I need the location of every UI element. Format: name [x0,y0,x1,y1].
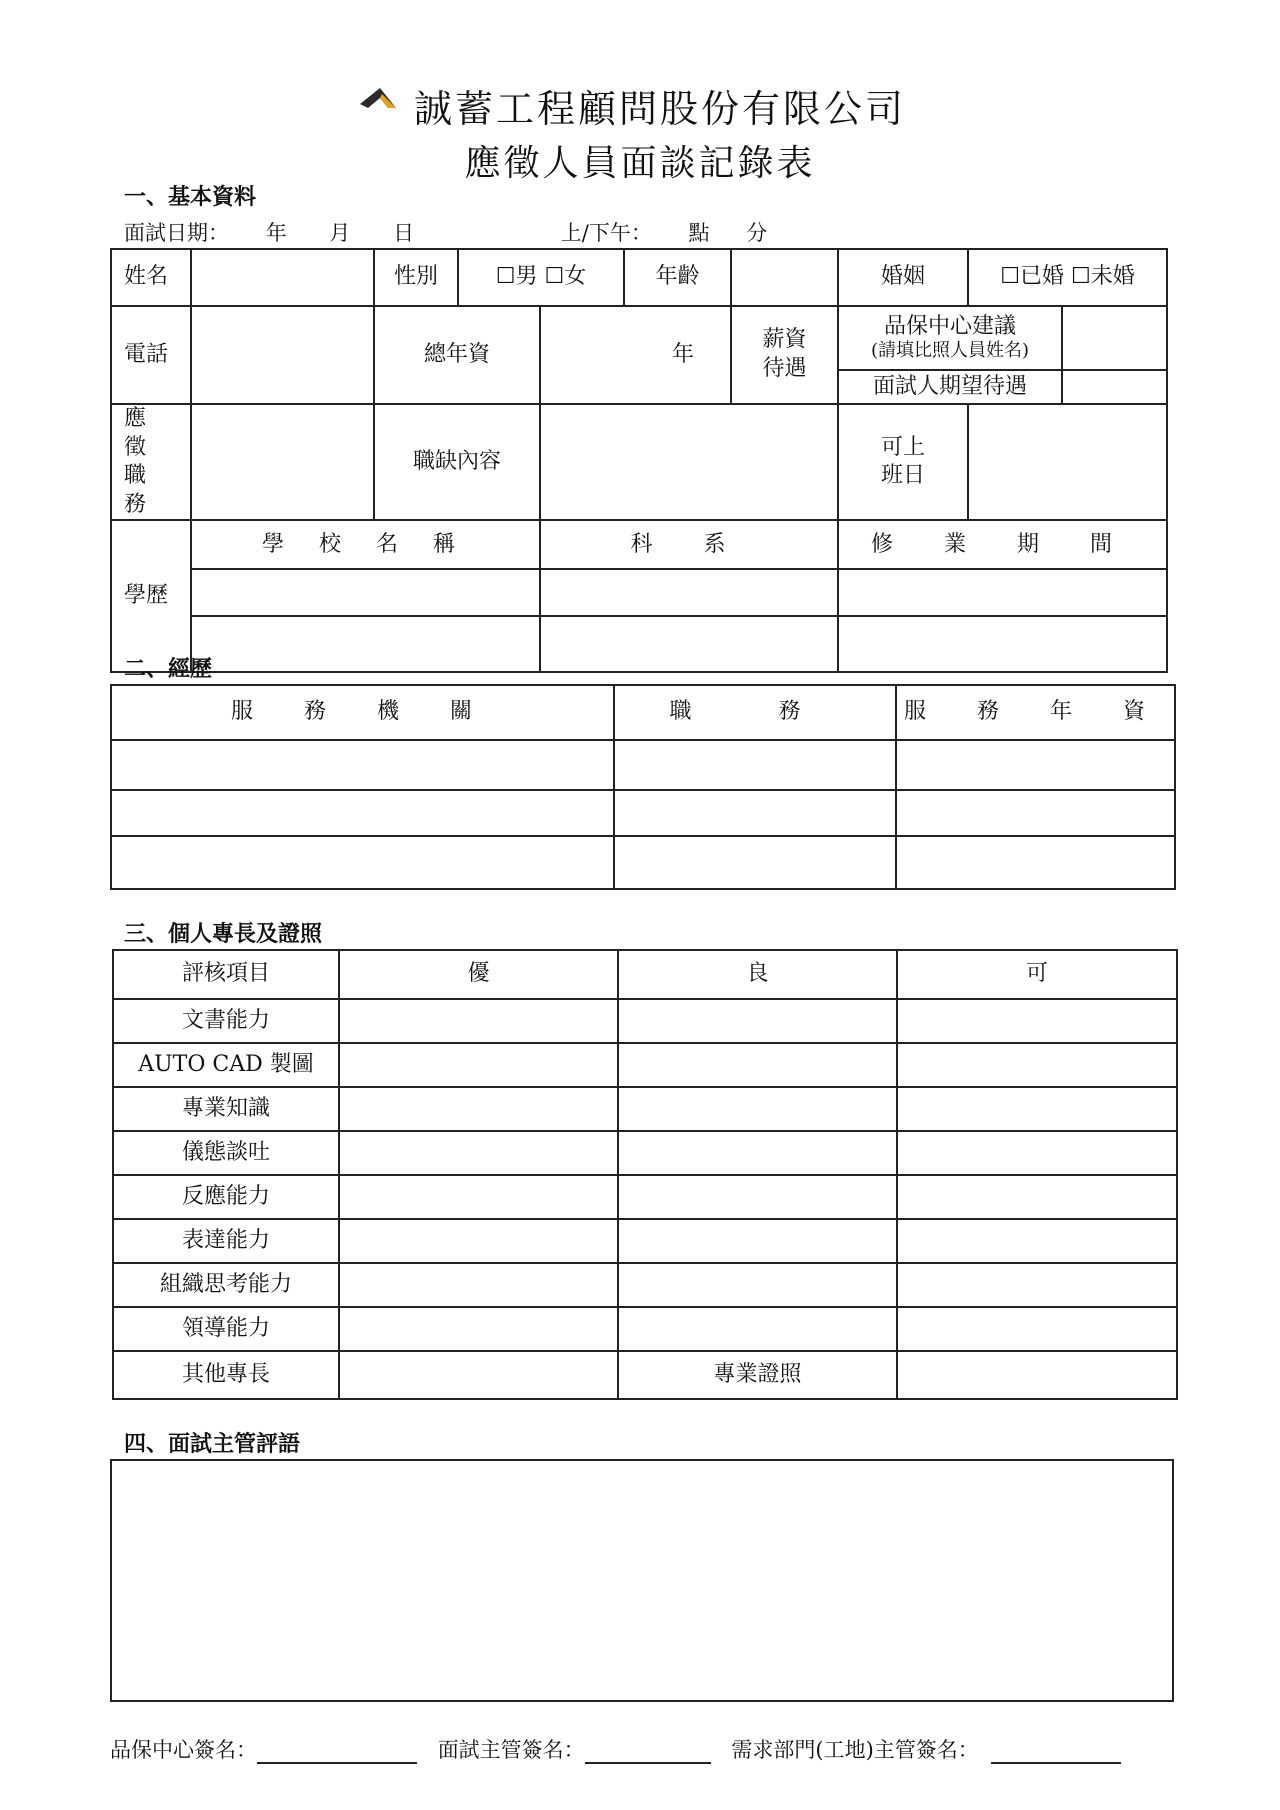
org-header: 服 務 機 關 [111,685,614,740]
name-field[interactable] [191,249,374,306]
good-cell[interactable] [618,1307,897,1351]
year-label: 年 [265,221,287,245]
item-header: 評核項目 [113,950,339,999]
section3-title: 三、個人專長及證照 [124,921,323,947]
total-years-label: 總年資 [374,306,540,404]
excellent-cell[interactable] [339,1087,618,1131]
years-header: 服 務 年 資 [896,685,1175,740]
vacancy-label: 職缺內容 [374,404,540,520]
other-skills-field[interactable] [339,1351,618,1399]
license-label: 專業證照 [618,1351,897,1399]
company-name: 誠蓄工程顧問股份有限公司 [413,87,906,131]
department-field[interactable] [540,569,838,616]
qa-signature-line[interactable] [257,1744,417,1764]
school-header: 學 校 名 稱 [191,520,540,569]
interviewer-signature-label: 面試主管簽名： [437,1738,585,1762]
section2-title: 二、經歷 [124,656,213,682]
position-field[interactable] [191,404,374,520]
expected-salary-field[interactable] [1062,370,1167,404]
years-field[interactable] [896,836,1175,889]
skill-label: 表達能力 [113,1219,339,1263]
position-label [111,404,191,520]
age-field[interactable] [731,249,838,306]
fair-cell[interactable] [897,1219,1177,1263]
good-cell[interactable] [618,1263,897,1307]
department-field[interactable] [540,616,838,672]
fair-cell[interactable] [897,999,1177,1043]
org-field[interactable] [111,790,614,836]
good-header: 良 [618,950,897,999]
job-field[interactable] [614,836,896,889]
age-label: 年齡 [624,249,731,306]
gender-options[interactable]: ☐男 ☐女 [458,249,624,306]
school-field[interactable] [191,569,540,616]
section1-title: 一、基本資料 [124,184,257,210]
qa-suggest-field[interactable] [1062,306,1167,370]
other-skills-label: 其他專長 [113,1351,339,1399]
excellent-cell[interactable] [339,1307,618,1351]
qa-suggest-text: 品保中心建議 [884,314,1017,339]
hour-label: 點 [688,221,710,245]
good-cell[interactable] [618,1175,897,1219]
interview-date-row [124,217,1024,247]
start-date-field[interactable] [968,404,1167,520]
skills-table [112,949,1178,1400]
minute-label: 分 [746,221,768,245]
department-header: 科 系 [540,520,838,569]
job-header: 職 務 [614,685,896,740]
name-label: 姓名 [111,249,191,306]
skill-label: 反應能力 [113,1175,339,1219]
years-field[interactable] [896,740,1175,790]
excellent-cell[interactable] [339,1219,618,1263]
fair-cell[interactable] [897,1043,1177,1087]
years-unit[interactable] [540,306,731,404]
month-label: 月 [329,221,351,245]
fair-cell[interactable] [897,1263,1177,1307]
excellent-cell[interactable] [339,1043,618,1087]
fair-header: 可 [897,950,1177,999]
form-title: 應徵人員面談記錄表 [464,143,816,184]
org-field[interactable] [111,740,614,790]
good-cell[interactable] [618,1087,897,1131]
excellent-header: 優 [339,950,618,999]
qa-signature-label: 品保中心簽名： [110,1738,257,1762]
basic-info-table [110,248,1168,673]
school-field[interactable] [191,616,540,672]
qa-note-text: (請填比照人員姓名) [870,340,1030,362]
interviewer-signature-line[interactable] [585,1744,711,1764]
position-text: 應徵職務 [124,406,147,517]
skill-label: 組織思考能力 [113,1263,339,1307]
skill-label: 領導能力 [113,1307,339,1351]
supervisor-comment-box[interactable] [110,1459,1174,1702]
good-cell[interactable] [618,1219,897,1263]
signature-row [110,1734,1174,1764]
gender-label: 性別 [374,249,458,306]
skill-label: 專業知識 [113,1087,339,1131]
license-field[interactable] [897,1351,1177,1399]
salary-text: 薪資待遇 [762,327,807,381]
fair-cell[interactable] [897,1131,1177,1175]
excellent-cell[interactable] [339,1175,618,1219]
dept-signature-label: 需求部門(工地)主管簽名： [731,1738,979,1762]
fair-cell[interactable] [897,1307,1177,1351]
excellent-cell[interactable] [339,1263,618,1307]
study-period-header: 修 業 期 間 [838,520,1167,569]
skill-label: 儀態談吐 [113,1131,339,1175]
start-date-label [838,404,968,520]
skill-label: AUTO CAD 製圖 [113,1043,339,1087]
time-label: 上/下午： [560,221,652,245]
marriage-options[interactable]: ☐已婚 ☐未婚 [968,249,1167,306]
org-field[interactable] [111,836,614,889]
experience-table [110,684,1176,890]
vacancy-field[interactable] [540,404,838,520]
section4-title: 四、面試主管評語 [124,1431,301,1457]
fair-cell[interactable] [897,1087,1177,1131]
date-label: 面試日期： [124,221,229,245]
good-cell[interactable] [618,1043,897,1087]
excellent-cell[interactable] [339,1131,618,1175]
years-field[interactable] [896,790,1175,836]
years-unit-text: 年 [672,341,695,367]
dept-signature-line[interactable] [991,1744,1121,1764]
phone-label: 電話 [111,306,191,404]
salary-label [731,306,838,404]
excellent-cell[interactable] [339,999,618,1043]
education-label: 學歷 [111,520,191,672]
job-field[interactable] [614,740,896,790]
marriage-label: 婚姻 [838,249,968,306]
good-cell[interactable] [618,1131,897,1175]
good-cell[interactable] [618,999,897,1043]
start-date-text: 可上班日 [881,434,926,489]
fair-cell[interactable] [897,1175,1177,1219]
study-period-field[interactable] [838,569,1167,616]
expected-salary-label: 面試人期望待遇 [838,370,1062,404]
study-period-field[interactable] [838,616,1167,672]
day-label: 日 [393,221,415,245]
skill-label: 文書能力 [113,999,339,1043]
qa-suggest-label [838,306,1062,370]
job-field[interactable] [614,790,896,836]
phone-field[interactable] [191,306,374,404]
